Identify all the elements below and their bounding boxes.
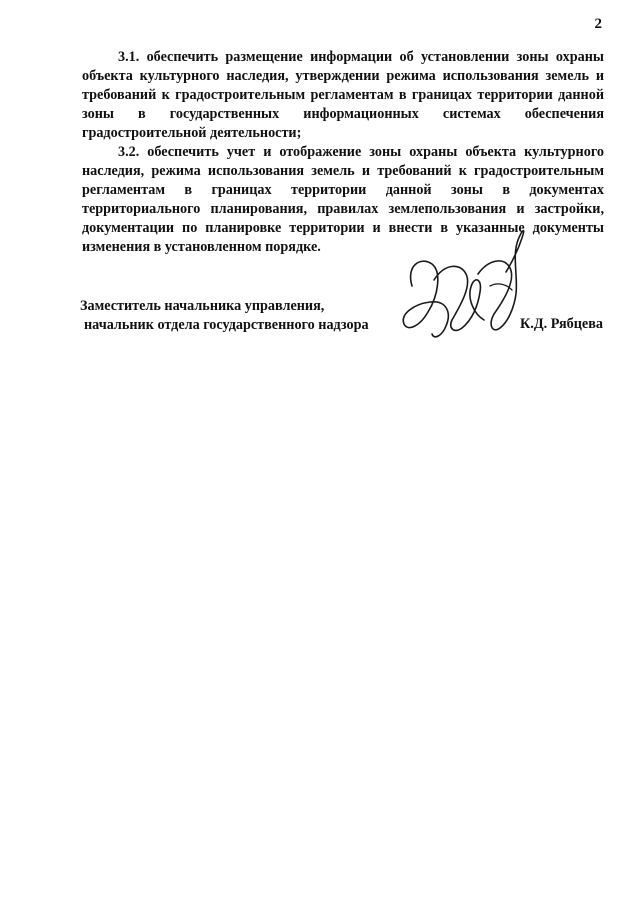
page-number: 2 xyxy=(594,16,602,32)
signer-position xyxy=(80,297,369,335)
signature-block xyxy=(0,297,640,357)
position-line-1: Заместитель начальника управления, xyxy=(80,298,325,314)
paragraph-3-1: 3.1. обеспечить размещение информации об установлении зоны охраны объекта культурного наследия, утверждении режима использования земель и требований к градостроительным регламентам в границах территории данной зоны в государственных информационных системах обеспечения градостроительной деятельности; xyxy=(82,49,604,141)
paragraph-3-2: 3.2. обеспечить учет и отображение зоны охраны объекта культурного наследия, режима использования земель и требований к градостроительным регламентам в границах территории данной зоны в документах территориального планирования, правилах землепользования и застройки, документации по планировке территории и внести в указанные документы изменения в установленном порядке. xyxy=(82,144,604,255)
signer-name: К.Д. Рябцева xyxy=(520,316,603,332)
position-line-2: начальник отдела государственного надзора xyxy=(84,317,369,333)
